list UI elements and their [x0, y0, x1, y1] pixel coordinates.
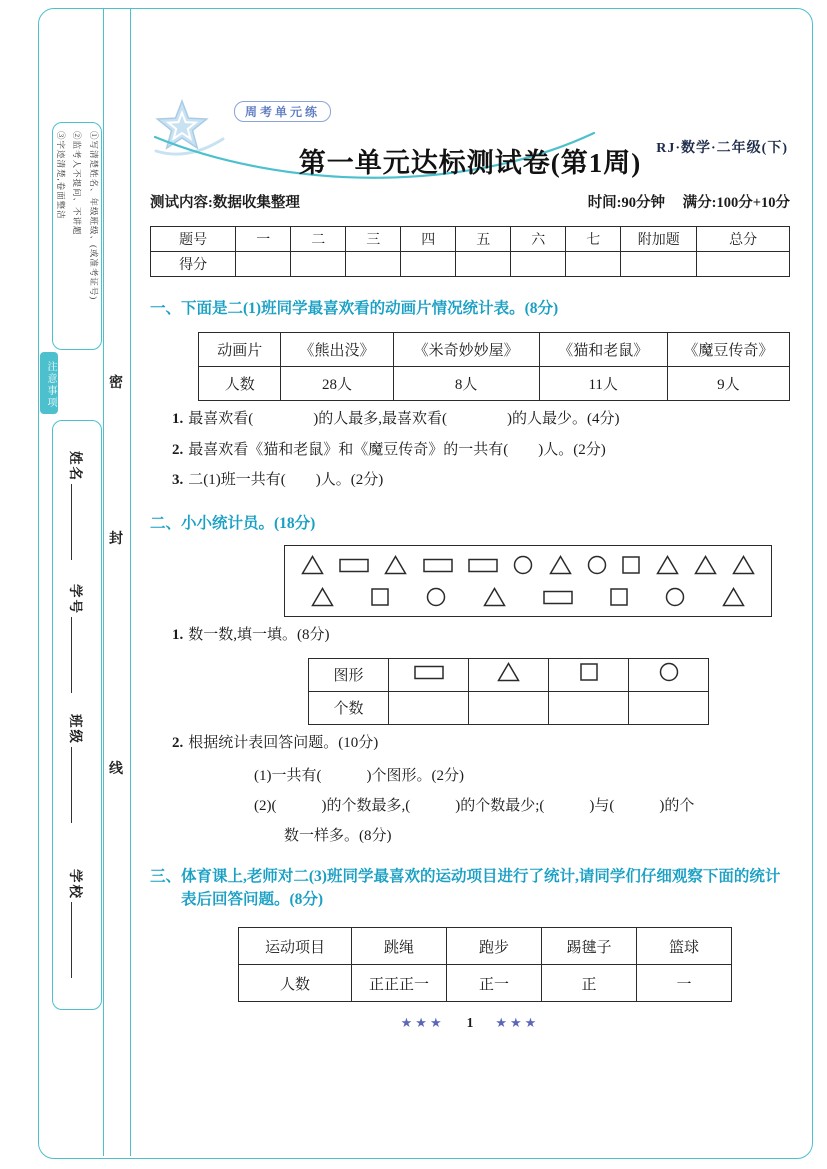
school-field: [67, 869, 87, 1003]
triangle-icon: [469, 658, 549, 691]
rect-icon: [339, 558, 369, 573]
table-cell: [401, 252, 456, 277]
triangle-icon: [384, 555, 407, 575]
triangle-icon: [483, 587, 506, 607]
triangle-icon: [301, 555, 324, 575]
student-info-box: [52, 420, 102, 1010]
notice-box: [52, 122, 102, 350]
triangle-icon: [311, 587, 334, 607]
table-cell: [469, 691, 549, 724]
question-text: 根据统计表回答问题。(10分): [188, 734, 379, 751]
page-title: 第一单元达标测试卷(第1周): [298, 148, 642, 178]
main-content: [150, 95, 790, 1002]
table-cell: 题号: [151, 227, 236, 252]
table-cell: 篮球: [637, 928, 732, 965]
square-icon: [622, 556, 640, 574]
student-id-field: [67, 584, 87, 718]
sub-question-2-continued: 数一样多。(8分): [284, 827, 392, 844]
circle-icon: [587, 555, 607, 575]
blank-line: [71, 617, 82, 693]
table-cell: [389, 691, 469, 724]
edition-label: RJ·数学·二年级(下): [656, 141, 788, 156]
time-label: 时间:90分钟: [587, 195, 666, 211]
anime-stats-table: [198, 332, 790, 401]
triangle-icon: [549, 555, 572, 575]
question-3: [172, 469, 790, 492]
name-field-label: 姓名: [68, 451, 83, 482]
square-icon: [610, 588, 628, 606]
circle-icon: [426, 587, 446, 607]
question-number: 2.: [172, 734, 184, 751]
student-id-field-label: 学号: [68, 584, 83, 615]
section1-heading: 一、下面是二(1)班同学最喜欢看的动画片情况统计表。(8分): [150, 300, 559, 317]
rect-icon: [423, 558, 453, 573]
series-badge: 周考单元练: [234, 101, 331, 122]
seal-char-feng: 封: [109, 532, 123, 547]
question-number: 1.: [172, 627, 184, 644]
notice-text: [52, 131, 102, 341]
table-cell: 七: [566, 227, 621, 252]
table-cell: [697, 252, 790, 277]
name-field: [67, 451, 87, 585]
question-number: 2.: [172, 441, 184, 458]
answer-question: [172, 732, 790, 755]
table-cell: 正正正一: [352, 965, 447, 1002]
question-number: 1.: [172, 411, 184, 428]
table-cell: [346, 252, 401, 277]
time-score-labels: [574, 191, 790, 212]
triangle-icon: [694, 555, 717, 575]
footer-stars-left: ★★★: [400, 1015, 445, 1030]
shape-row: [293, 581, 763, 613]
table-cell: 总分: [697, 227, 790, 252]
table-cell: 附加题: [621, 227, 697, 252]
rect-icon: [389, 658, 469, 691]
sports-stats-table: [238, 927, 790, 1002]
square-icon: [371, 588, 389, 606]
table-cell: 运动项目: [239, 928, 352, 965]
section2-heading: 二、小小统计员。(18分): [150, 515, 316, 532]
school-field-label: 学校: [68, 869, 83, 900]
table-cell: 得分: [151, 252, 236, 277]
shapes-box: [284, 545, 772, 617]
question-text: 数一数,填一填。(8分): [188, 627, 330, 644]
table-cell: 踢毽子: [542, 928, 637, 965]
full-score-label: 满分:100分+10分: [682, 195, 790, 211]
circle-icon: [513, 555, 533, 575]
notice-line: ③字迹清楚,卷面整洁: [55, 131, 66, 220]
page-footer: [150, 1014, 790, 1032]
table-cell: 9人: [667, 367, 789, 401]
table-cell: [456, 252, 511, 277]
table-cell: 8人: [393, 367, 539, 401]
shape-row: [293, 549, 763, 581]
rect-icon: [468, 558, 498, 573]
table-cell: [621, 252, 697, 277]
table-cell: 跳绳: [352, 928, 447, 965]
blank-line: [71, 747, 82, 823]
class-field-label: 班级: [68, 714, 83, 745]
page-header: [150, 95, 790, 187]
table-cell: 《熊出没》: [281, 333, 393, 367]
section3-heading: 三、体育课上,老师对二(3)班同学最喜欢的运动项目进行了统计,请同学们仔细观察下面的统计表后回答问题。(8分): [150, 867, 781, 908]
sidebar-divider-line-inner: [103, 9, 104, 1156]
sub-question-1: (1)一共有( )个图形。(2分): [254, 767, 464, 784]
sidebar-divider-line-outer: [130, 9, 131, 1156]
blank-line: [71, 902, 82, 978]
circle-icon: [629, 658, 709, 691]
seal-char-mi: 密: [109, 376, 123, 391]
table-cell: 28人: [281, 367, 393, 401]
notice-label: 注意事项: [40, 352, 58, 414]
circle-icon: [665, 587, 685, 607]
content-label: 测试内容:数据收集整理: [150, 195, 300, 211]
count-question: [172, 624, 790, 647]
triangle-icon: [656, 555, 679, 575]
table-cell: 一: [637, 965, 732, 1002]
table-cell: [291, 252, 346, 277]
table-cell: 正: [542, 965, 637, 1002]
square-icon: [549, 658, 629, 691]
table-cell: 六: [511, 227, 566, 252]
table-cell: 四: [401, 227, 456, 252]
table-cell: 《猫和老鼠》: [539, 333, 667, 367]
notice-line: ①写清楚姓名、年级班级、(或准考证号): [88, 131, 99, 301]
page-number: 1: [466, 1015, 474, 1030]
question-text: 最喜欢看( )的人最多,最喜欢看( )的人最少。(4分): [188, 411, 620, 428]
notice-line: ②监考人不提问、不讲题: [72, 131, 83, 236]
question-text: 最喜欢看《猫和老鼠》和《魔豆传奇》的一共有( )人。(2分): [188, 441, 606, 458]
table-cell: 正一: [447, 965, 542, 1002]
table-cell: 人数: [199, 367, 281, 401]
table-cell: 个数: [309, 691, 389, 724]
triangle-icon: [732, 555, 755, 575]
triangle-icon: [722, 587, 745, 607]
table-cell: 图形: [309, 658, 389, 691]
table-cell: 三: [346, 227, 401, 252]
table-cell: 五: [456, 227, 511, 252]
table-cell: [629, 691, 709, 724]
footer-stars-right: ★★★: [495, 1015, 540, 1030]
table-cell: 《米奇妙妙屋》: [393, 333, 539, 367]
shape-count-table: [308, 658, 790, 725]
blank-line: [71, 484, 82, 560]
table-cell: 二: [291, 227, 346, 252]
sub-question-2: (2)( )的个数最多,( )的个数最少;( )与( )的个: [254, 797, 695, 814]
question-1: [172, 408, 790, 431]
table-cell: 人数: [239, 965, 352, 1002]
seal-char-xian: 线: [109, 762, 123, 777]
table-cell: [511, 252, 566, 277]
question-text: 二(1)班一共有( )人。(2分): [188, 471, 384, 488]
table-cell: [549, 691, 629, 724]
table-cell: 《魔豆传奇》: [667, 333, 789, 367]
rect-icon: [543, 590, 573, 605]
question-2: [172, 439, 790, 462]
question-number: 3.: [172, 471, 184, 488]
score-table: [150, 226, 790, 277]
table-cell: 跑步: [447, 928, 542, 965]
table-cell: 动画片: [199, 333, 281, 367]
table-cell: 一: [236, 227, 291, 252]
table-cell: [236, 252, 291, 277]
table-cell: [566, 252, 621, 277]
table-cell: 11人: [539, 367, 667, 401]
class-field: [67, 714, 87, 848]
